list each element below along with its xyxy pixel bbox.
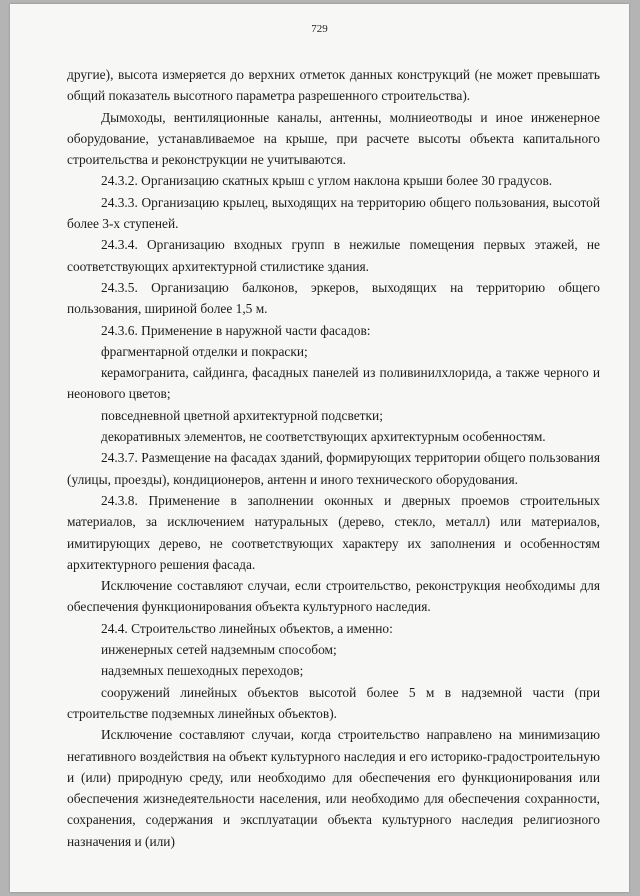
list-item: керамогранита, сайдинга, фасадных панелей из поливинилхлорида, а также черного и неонового цветов; — [67, 365, 600, 402]
paragraph: 24.3.5. Организацию балконов, эркеров, выходящих на территорию общего пользования, шириной более 1,5 м. — [67, 279, 600, 317]
paragraph: 24.3.7. Размещение на фасадах зданий, формирующих территории общего пользования (улицы, проезды), кондиционеров, антенн и иного технического оборудования. — [67, 450, 600, 487]
page-number: 729 — [311, 23, 328, 35]
list-item: декоративных элементов, не соответствующих архитектурным особенностям. — [101, 429, 546, 445]
list-item: сооружений линейных объектов высотой более 5 м в надземной части (при строительстве подземных линейных объектов). — [67, 684, 600, 721]
paragraph: 24.3.6. Применение в наружной части фасадов: — [101, 322, 371, 338]
paragraph: 24.4. Строительство линейных объектов, а именно: — [101, 620, 393, 636]
list-item: надземных пешеходных переходов; — [101, 663, 304, 679]
paragraph: 24.3.8. Применение в заполнении оконных и дверных проемов строительных материалов, за исключением натуральных (дерево, стекло, металл) или материалов, имитирующих дерево, не соответствующих характеру их заполнения и особенностям архитектурного решения фасада. — [67, 492, 600, 572]
paragraph: Исключение составляют случаи, если строительство, реконструкция необходимы для обеспечения функционирования объекта культурного наследия. — [67, 578, 600, 615]
paragraph: Исключение составляют случаи, когда строительство направлено на минимизацию негативного воздействия на объект культурного наследия и его историко-градостроительную и (или) природную среду, или необходимо для обеспечения его функционирования или обеспечения жизнедеятельности населения, или необходимо для обеспечения сохранности, сохранения, содержания и эксплуатации объекта культурного наследия религиозного назначения и (или) — [67, 727, 600, 849]
list-item: инженерных сетей надземным способом; — [101, 642, 337, 658]
list-item: повседневной цветной архитектурной подсветки; — [101, 407, 383, 423]
paragraph: 24.3.4. Организацию входных групп в нежилые помещения первых этажей, не соответствующих архитектурной стилистике здания. — [67, 237, 600, 274]
paragraph: другие), высота измеряется до верхних отметок данных конструкций (не может превышать общий показатель высотного параметра разрешенного строительства). — [67, 67, 600, 104]
document-body — [67, 64, 600, 852]
paragraph: 24.3.3. Организацию крылец, выходящих на территорию общего пользования, высотой более 3-х ступеней. — [67, 194, 600, 232]
document-page — [10, 4, 629, 892]
paragraph: 24.3.2. Организацию скатных крыш с углом наклона крыши более 30 градусов. — [101, 173, 553, 189]
list-item: фрагментарной отделки и покраски; — [101, 343, 308, 359]
paragraph: Дымоходы, вентиляционные каналы, антенны, молниеотводы и иное инженерное оборудование, устанавливаемое на крыше, при расчете высоты объекта капитального строительства и реконструкции не учитываются. — [67, 109, 600, 168]
